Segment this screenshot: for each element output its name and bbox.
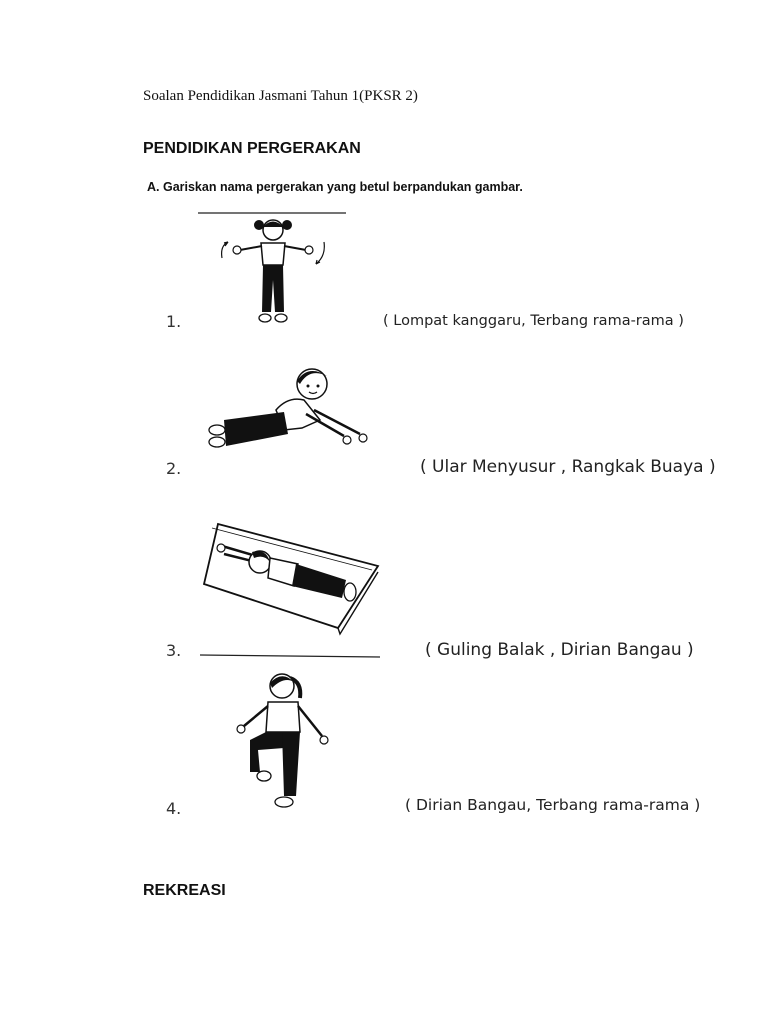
section-heading-movement: PENDIDIKAN PERGERAKAN <box>143 140 361 157</box>
question-options: ( Dirian Bangau, Terbang rama-rama ) <box>405 796 701 814</box>
question-number: 4. <box>166 799 182 818</box>
instruction-text: A. Gariskan nama pergerakan yang betul berpandukan gambar. <box>147 180 523 194</box>
child-crawling-prone-icon <box>204 362 372 457</box>
section-heading-recreation: REKREASI <box>143 882 226 899</box>
question-number: 3. <box>166 641 182 660</box>
child-flapping-arms-icon <box>198 210 348 330</box>
question-number: 2. <box>166 459 182 478</box>
child-log-roll-on-mat-icon <box>200 518 385 663</box>
question-number: 1. <box>166 312 182 331</box>
document-title: Soalan Pendidikan Jasmani Tahun 1(PKSR 2) <box>143 88 418 104</box>
question-options: ( Ular Menyusur , Rangkak Buaya ) <box>420 457 716 477</box>
child-standing-one-leg-icon <box>228 668 340 816</box>
question-options: ( Lompat kanggaru, Terbang rama-rama ) <box>383 313 684 329</box>
question-options: ( Guling Balak , Dirian Bangau ) <box>425 640 694 660</box>
